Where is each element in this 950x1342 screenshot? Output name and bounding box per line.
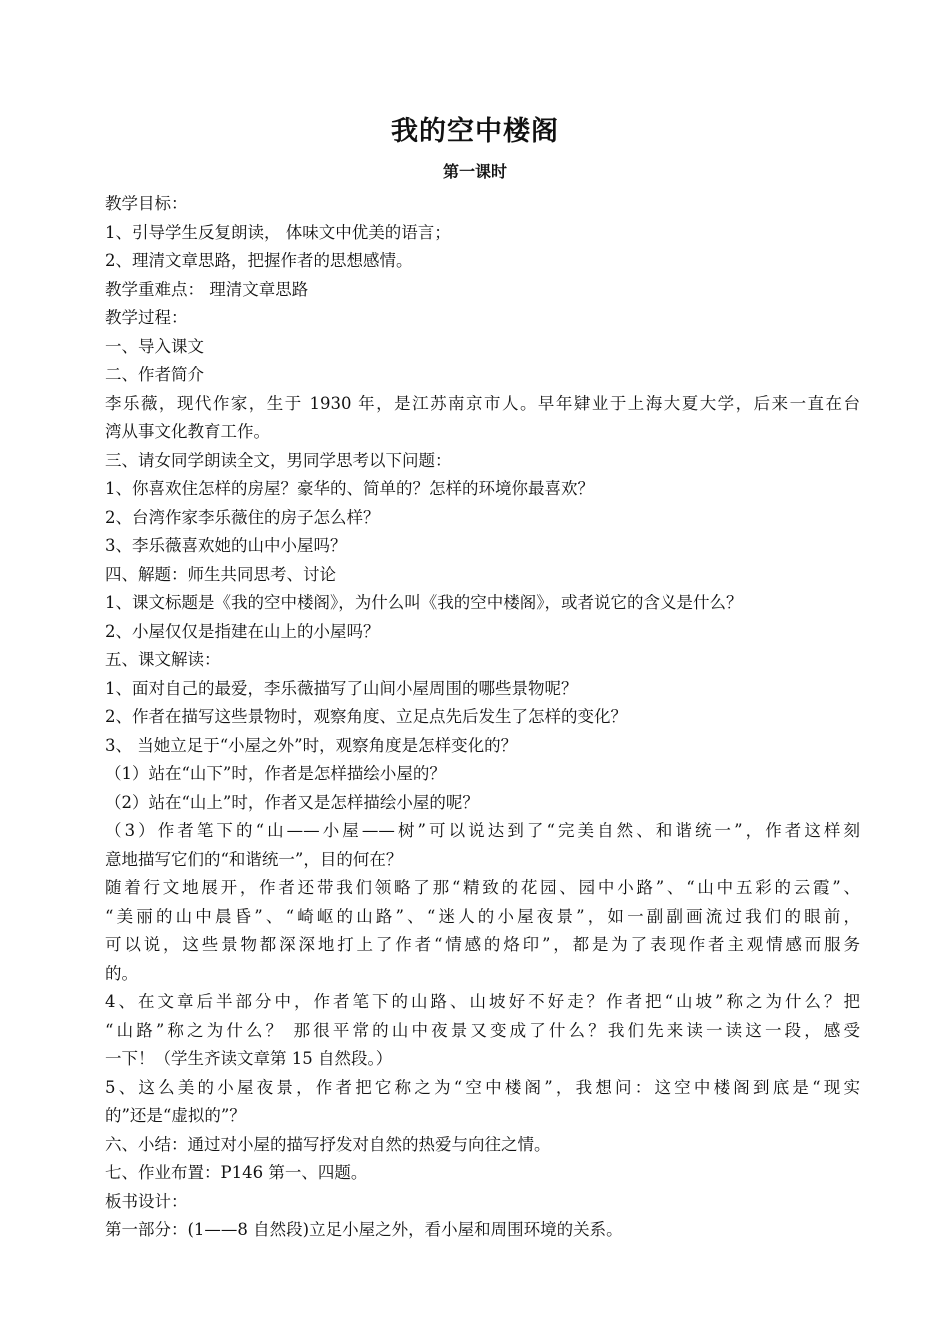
text-line: 板书设计： xyxy=(105,1191,188,1211)
text-line: 教学目标： xyxy=(105,194,188,213)
text-line: 2、小屋仅仅是指建在山上的小屋吗？ xyxy=(105,621,380,641)
text-line: 5、这么美的小屋夜景，作者把它称之为“空中楼阁”，我想问：这空中楼阁到底是“现实 xyxy=(105,1077,860,1097)
text-line: 1、引导学生反复朗读， 体味文中优美的语言； xyxy=(105,222,451,242)
text-line: 1、面对自己的最爱，李乐薇描写了山间小屋周围的哪些景物呢？ xyxy=(105,678,578,698)
text-line: 教学过程： xyxy=(105,308,188,327)
document-body xyxy=(105,190,860,1245)
lesson-subtitle: 第一课时 xyxy=(442,162,507,181)
text-line: 的。 xyxy=(105,963,138,983)
text-line: 1、课文标题是《我的空中楼阁》，为什么叫《我的空中楼阁》，或者说它的含义是什么？ xyxy=(105,593,743,612)
text-line: 六、小结：通过对小屋的描写抒发对自然的热爱与向往之情。 xyxy=(105,1134,551,1154)
text-line: 湾从事文化教育工作。 xyxy=(105,422,270,441)
text-line: 二、作者简介 xyxy=(105,365,204,384)
text-line: 一下！（学生齐读文章第 15 自然段。） xyxy=(105,1049,393,1068)
text-line: 七、作业布置：P146 第一、四题。 xyxy=(105,1163,368,1182)
text-line: （2）站在“山上”时，作者又是怎样描绘小屋的呢？ xyxy=(105,792,479,812)
text-line: （1）站在“山下”时，作者是怎样描绘小屋的？ xyxy=(105,764,446,783)
text-line: 随着行文地展开，作者还带我们领略了那“精致的花园、园中小路”、“山中五彩的云霞”、 xyxy=(105,878,860,897)
text-line: 李乐薇，现代作家，生于 1930 年，是江苏南京市人。早年肄业于上海大夏大学，后来一直在台 xyxy=(105,393,860,413)
text-line: 第一部分：(1——8 自然段)立足小屋之外，看小屋和周围环境的关系。 xyxy=(105,1220,623,1239)
text-line: 1、你喜欢住怎样的房屋？豪华的、简单的？怎样的环境你最喜欢？ xyxy=(105,479,594,498)
text-line: 四、解题：师生共同思考、讨论 xyxy=(105,564,336,584)
text-line: 3、 当她立足于“小屋之外”时，观察角度是怎样变化的？ xyxy=(105,735,518,755)
text-line: 2、理清文章思路，把握作者的思想感情。 xyxy=(105,251,413,270)
text-line: 三、请女同学朗读全文，男同学思考以下问题： xyxy=(105,450,452,470)
text-line: 可以说，这些景物都深深地打上了作者“情感的烙印”，都是为了表现作者主观情感而服务 xyxy=(105,935,860,954)
text-line: 意地描写它们的“和谐统一”，目的何在？ xyxy=(105,849,403,869)
text-line: 一、导入课文 xyxy=(105,336,204,356)
text-line: “山路”称之为什么？ 那很平常的山中夜景又变成了什么？我们先来读一读这一段，感受 xyxy=(105,1020,860,1040)
document-title: 我的空中楼阁 xyxy=(391,116,559,147)
text-line: （3）作者笔下的“山——小屋——树”可以说达到了“完美自然、和谐统一”，作者这样刻 xyxy=(105,821,860,840)
text-line: 3、李乐薇喜欢她的山中小屋吗？ xyxy=(105,536,347,555)
text-line: 4、在文章后半部分中，作者笔下的山路、山坡好不好走？作者把“山坡”称之为什么？把 xyxy=(105,992,860,1011)
text-line: 的”还是“虚拟的”？ xyxy=(105,1106,246,1125)
text-line: 2、台湾作家李乐薇住的房子怎么样？ xyxy=(105,507,380,527)
text-line: 五、课文解读： xyxy=(105,650,221,669)
text-line: 2、作者在描写这些景物时，观察角度、立足点先后发生了怎样的变化？ xyxy=(105,707,627,726)
text-line: “美丽的山中晨昏”、“崎岖的山路”、“迷人的小屋夜景”，如一副副画流过我们的眼前， xyxy=(105,906,860,926)
text-line: 教学重难点： 理清文章思路 xyxy=(105,279,309,299)
